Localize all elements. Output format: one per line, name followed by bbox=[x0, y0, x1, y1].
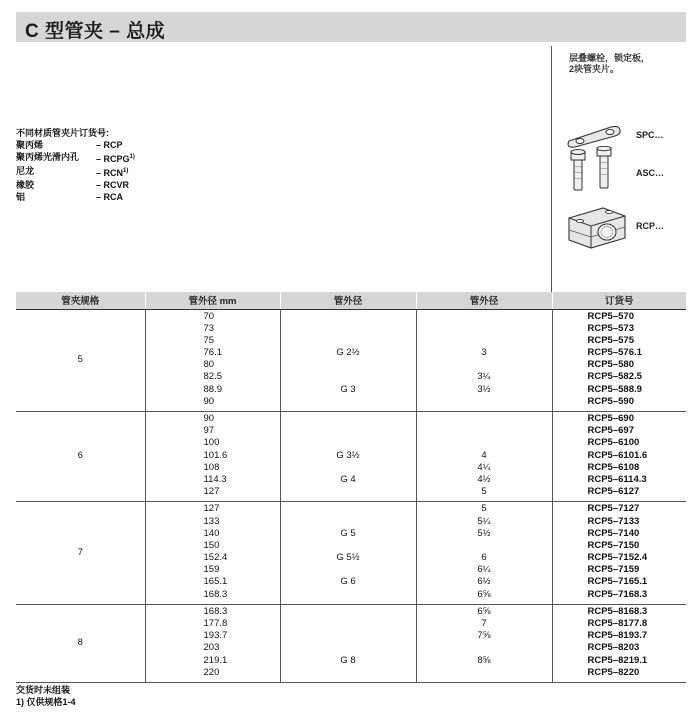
order-number: RCP5–6114.3 bbox=[587, 473, 647, 485]
header-order-no: 订货号 bbox=[552, 292, 686, 309]
order-number: RCP5–6101.6 bbox=[587, 449, 648, 461]
od-g-value bbox=[281, 486, 416, 498]
od-inch-value: 5½ bbox=[477, 527, 491, 539]
od-mm-value: 90 bbox=[203, 395, 215, 407]
clamp-size-cell: 5 bbox=[16, 309, 145, 412]
footnote-ref: 1) bbox=[129, 154, 135, 160]
material-name: 聚丙烯 bbox=[16, 140, 44, 150]
od-inch-value bbox=[417, 540, 552, 552]
od-g-value bbox=[281, 396, 416, 408]
od-inch-value: 4¼ bbox=[477, 461, 491, 473]
materials-row bbox=[16, 151, 135, 165]
od-mm-value: 80 bbox=[203, 359, 215, 371]
footnote-1: 1) 仅供规格1-4 bbox=[16, 697, 76, 707]
order-number: RCP5–7140 bbox=[587, 527, 640, 539]
od-g-value: G 5½ bbox=[336, 552, 360, 564]
od-g-value: G 3½ bbox=[336, 449, 360, 461]
od-inch-value bbox=[417, 323, 552, 335]
material-code: – RCN$^{1)}$ bbox=[96, 168, 129, 178]
od-inch-value bbox=[417, 335, 552, 347]
bolt-icon bbox=[566, 146, 618, 194]
title-bar bbox=[16, 12, 686, 42]
od-g-value: G 8 bbox=[340, 654, 356, 666]
od-g-value bbox=[281, 589, 416, 601]
kit-note bbox=[569, 53, 650, 75]
materials-row bbox=[16, 165, 135, 179]
footnote-ref: 1) bbox=[123, 168, 129, 174]
od-g-value: G 3 bbox=[340, 383, 356, 395]
order-number: RCP5–6127 bbox=[587, 486, 640, 498]
od-inch-value bbox=[417, 437, 552, 449]
od-inch-value: 5 bbox=[481, 503, 487, 515]
plate-icon bbox=[565, 121, 625, 149]
od-inch-value bbox=[417, 425, 552, 437]
od-g-value bbox=[281, 437, 416, 449]
clamp-body-icon bbox=[563, 200, 629, 252]
od-mm-value: 165.1 bbox=[203, 576, 228, 588]
od-mm-value-cell bbox=[145, 412, 280, 502]
od-g-value: G 4 bbox=[340, 473, 356, 485]
clamp-size-cell: 6 bbox=[16, 412, 145, 502]
material-name: 聚丙烯光滑内孔 bbox=[16, 152, 80, 162]
clamp-size-cell: 7 bbox=[16, 502, 145, 605]
od-inch-value: 6⅝ bbox=[477, 588, 491, 600]
od-g-value bbox=[281, 618, 416, 630]
od-mm-value: 127 bbox=[203, 503, 220, 515]
od-mm-value: 75 bbox=[203, 334, 215, 346]
header-od-g: 管外径 bbox=[280, 292, 416, 309]
order-number: RCP5–588.9 bbox=[587, 383, 642, 395]
order-number: RCP5–7152.4 bbox=[587, 552, 648, 564]
od-inch-value bbox=[417, 359, 552, 371]
od-g-value bbox=[281, 311, 416, 323]
od-inch-value: 3½ bbox=[477, 383, 491, 395]
kit-note-line: 2块管夹片。 bbox=[569, 64, 620, 74]
order-number: RCP5–8220 bbox=[587, 666, 640, 678]
od-inch-value: 4½ bbox=[477, 473, 491, 485]
material-name: 橡胶 bbox=[16, 180, 35, 190]
od-inch-value-cell bbox=[416, 309, 552, 412]
od-g-value bbox=[281, 462, 416, 474]
materials-row bbox=[16, 191, 135, 203]
od-inch-value bbox=[417, 667, 552, 679]
order-number: RCP5–7159 bbox=[587, 564, 640, 576]
od-mm-value: 97 bbox=[203, 425, 215, 437]
order-number: RCP5–8203 bbox=[587, 642, 640, 654]
accessory-label-rcp: RCP… bbox=[636, 221, 665, 231]
od-inch-value: 6 bbox=[481, 552, 487, 564]
od-inch-value: 6¼ bbox=[477, 564, 491, 576]
table-header-row bbox=[16, 292, 686, 309]
od-inch-value bbox=[417, 413, 552, 425]
order-number: RCP5–573 bbox=[587, 322, 634, 334]
od-inch-value-cell bbox=[416, 604, 552, 682]
od-g-value bbox=[281, 564, 416, 576]
od-inch-value: 5 bbox=[481, 486, 487, 498]
od-inch-value bbox=[417, 642, 552, 654]
od-g-value-cell bbox=[280, 502, 416, 605]
od-mm-value: 177.8 bbox=[203, 618, 228, 629]
od-inch-value: 8⅝ bbox=[477, 654, 491, 666]
od-mm-value: 159 bbox=[203, 564, 220, 576]
material-code: – RCA bbox=[96, 192, 124, 202]
od-g-value bbox=[281, 425, 416, 437]
od-g-value bbox=[281, 516, 416, 528]
order-number: RCP5–576.1 bbox=[587, 347, 642, 359]
od-g-value bbox=[281, 371, 416, 383]
od-g-value: G 2½ bbox=[336, 347, 360, 359]
order-number: RCP5–8177.8 bbox=[587, 618, 648, 629]
order-number: RCP5–8193.7 bbox=[587, 630, 648, 642]
order-number-cell bbox=[552, 502, 686, 605]
accessory-label-spc: SPC… bbox=[636, 130, 664, 140]
od-g-value: G 6 bbox=[340, 576, 356, 588]
od-g-value bbox=[281, 323, 416, 335]
order-number-cell bbox=[552, 412, 686, 502]
order-number: RCP5–580 bbox=[587, 359, 634, 371]
od-inch-value bbox=[417, 396, 552, 408]
order-number-cell bbox=[552, 604, 686, 682]
header-od-inch: 管外径 bbox=[416, 292, 552, 309]
od-inch-value: 7 bbox=[481, 618, 487, 629]
od-inch-value: 6⅝ bbox=[477, 605, 491, 617]
table-group-row bbox=[16, 309, 686, 412]
material-name: 铝 bbox=[16, 192, 26, 202]
order-number: RCP5–570 bbox=[587, 310, 634, 322]
od-inch-value-cell bbox=[416, 502, 552, 605]
table-group-row bbox=[16, 412, 686, 502]
materials-list bbox=[16, 139, 135, 203]
od-g-value-cell bbox=[280, 309, 416, 412]
od-mm-value: 70 bbox=[203, 310, 215, 322]
od-inch-value: 5¼ bbox=[477, 515, 491, 527]
od-g-value bbox=[281, 503, 416, 515]
od-inch-value: 6½ bbox=[477, 576, 491, 588]
od-mm-value: 168.3 bbox=[203, 588, 228, 600]
od-g-value bbox=[281, 667, 416, 679]
od-inch-value: 7⅝ bbox=[477, 630, 491, 642]
order-number: RCP5–7127 bbox=[587, 503, 640, 515]
od-inch-value: 4 bbox=[481, 449, 487, 461]
od-mm-value: 152.4 bbox=[203, 552, 228, 564]
od-inch-value: 3 bbox=[481, 347, 487, 359]
header-clamp-size: 管夹规格 bbox=[16, 292, 145, 309]
order-number: RCP5–690 bbox=[587, 413, 634, 424]
od-mm-value: 108 bbox=[203, 461, 220, 473]
od-mm-value: 82.5 bbox=[203, 371, 222, 383]
od-inch-value-cell bbox=[416, 412, 552, 502]
material-code: – RCPG$^{1)}$ bbox=[96, 154, 135, 164]
table-group-row bbox=[16, 502, 686, 605]
od-mm-value-cell bbox=[145, 502, 280, 605]
od-mm-value: 90 bbox=[203, 413, 215, 424]
od-mm-value: 133 bbox=[203, 515, 220, 527]
column-divider bbox=[551, 46, 552, 292]
od-mm-value-cell bbox=[145, 604, 280, 682]
materials-heading: 不同材质管夹片订货号: bbox=[16, 128, 109, 138]
od-mm-value: 203 bbox=[203, 642, 220, 654]
material-code: – RCVR bbox=[96, 180, 130, 190]
page-title: C 型管夹 – 总成 bbox=[25, 21, 166, 42]
od-mm-value: 219.1 bbox=[203, 654, 228, 666]
od-g-value bbox=[281, 335, 416, 347]
header-od-mm: 管外径 mm bbox=[145, 292, 280, 309]
order-number: RCP5–6108 bbox=[587, 461, 640, 473]
od-mm-value: 150 bbox=[203, 539, 220, 551]
od-g-value bbox=[281, 630, 416, 642]
order-number: RCP5–6100 bbox=[587, 437, 640, 449]
material-code: – RCP bbox=[96, 140, 123, 150]
od-inch-value bbox=[417, 311, 552, 323]
order-number: RCP5–590 bbox=[587, 395, 634, 407]
od-g-value bbox=[281, 606, 416, 618]
order-number-cell bbox=[552, 309, 686, 412]
materials-row bbox=[16, 179, 135, 191]
od-mm-value: 88.9 bbox=[203, 383, 222, 395]
od-mm-value: 101.6 bbox=[203, 449, 228, 461]
order-number: RCP5–7150 bbox=[587, 539, 640, 551]
order-number: RCP5–582.5 bbox=[587, 371, 642, 383]
od-g-value bbox=[281, 540, 416, 552]
od-mm-value-cell bbox=[145, 309, 280, 412]
od-mm-value: 73 bbox=[203, 322, 215, 334]
order-number: RCP5–575 bbox=[587, 334, 634, 346]
od-g-value bbox=[281, 642, 416, 654]
order-number: RCP5–697 bbox=[587, 425, 634, 437]
od-g-value: G 5 bbox=[340, 527, 356, 539]
order-number: RCP5–8168.3 bbox=[587, 605, 648, 617]
od-mm-value: 220 bbox=[203, 666, 220, 678]
order-number: RCP5–8219.1 bbox=[587, 654, 648, 666]
kit-note-line: 层叠螺栓，锁定板， bbox=[569, 53, 651, 63]
od-g-value-cell bbox=[280, 412, 416, 502]
od-mm-value: 114.3 bbox=[203, 473, 227, 485]
od-g-value bbox=[281, 359, 416, 371]
clamp-size-cell: 8 bbox=[16, 604, 145, 682]
order-number: RCP5–7165.1 bbox=[587, 576, 648, 588]
materials-row bbox=[16, 139, 135, 151]
od-mm-value: 140 bbox=[203, 527, 220, 539]
od-g-value-cell bbox=[280, 604, 416, 682]
footnotes bbox=[16, 684, 76, 708]
od-mm-value: 193.7 bbox=[203, 630, 228, 642]
spec-table bbox=[16, 292, 686, 683]
footnote-delivery: 交货时未组装 bbox=[16, 685, 71, 695]
od-mm-value: 127 bbox=[203, 486, 220, 498]
order-number: RCP5–7168.3 bbox=[587, 588, 648, 600]
od-mm-value: 100 bbox=[203, 437, 220, 449]
od-inch-value: 3¼ bbox=[477, 371, 491, 383]
accessory-label-asc: ASC… bbox=[636, 168, 665, 178]
od-g-value bbox=[281, 413, 416, 425]
table-group-row bbox=[16, 604, 686, 682]
od-mm-value: 76.1 bbox=[203, 347, 222, 359]
material-name: 尼龙 bbox=[16, 166, 35, 176]
order-number: RCP5–7133 bbox=[587, 515, 640, 527]
od-mm-value: 168.3 bbox=[203, 605, 228, 617]
